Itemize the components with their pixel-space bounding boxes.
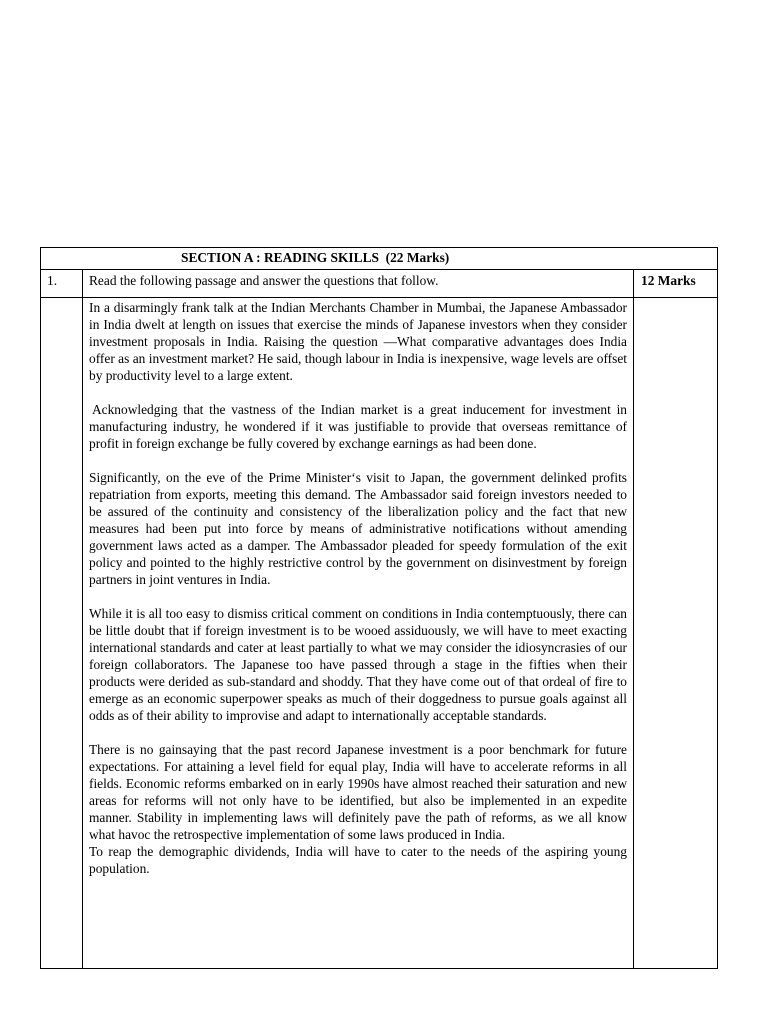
question-marks: 12 Marks [634,270,718,298]
section-title-cell [41,248,718,270]
passage-paragraph-3: Significantly, on the eve of the Prime Minister‘s visit to Japan, the government delinked profits repatriation from exports, meeting this demand. The Ambassador said foreign investors needed to be assured of the continuity and consistency of the liberalization policy and the fact that new measures had been put into force by means of administrative notifications without amending government laws acted as a damper. The Ambassador pleaded for speedy formulation of the exit policy and pointed to the highly restrictive control by the government on disinvestment by foreign partners in joint ventures in India. [89,470,627,587]
passage-paragraph-6: To reap the demographic dividends, India will have to cater to the needs of the aspiring young population. [89,844,627,876]
question-row [41,270,718,298]
question-number: 1. [41,270,83,298]
passage-paragraph-1: In a disarmingly frank talk at the Indian Merchants Chamber in Mumbai, the Japanese Ambassador in India dwelt at length on issues that exercise the minds of Japanese investors when they consider investment proposals in India. Raising the question —What comparative advantages does India offer as an investment market? He said, though labour in India is inexpensive, wage levels are offset by productivity level to a large extent. [89,300,627,383]
passage-row [41,298,718,969]
question-table [40,247,718,969]
passage-paragraph-2: Acknowledging that the vastness of the Indian market is a great inducement for investment in manufacturing industry, he wondered if it was justifiable to provide that overseas remittance of profit in foreign exchange be fully covered by exchange earnings as had been done. [89,402,627,451]
section-title: SECTION A : READING SKILLS [181,250,379,265]
passage-paragraph-4: While it is all too easy to dismiss critical comment on conditions in India contemptuously, there can be little doubt that if foreign investment is to be wooed assiduously, we will have to meet exacting international standards and cater at least partially to what we may consider the idiosyncrasies of our foreign collaborators. The Japanese too have passed through a stage in the fifties when their products were derided as sub-standard and shoddy. That they have come out of that ordeal of fire to emerge as an economic superpower speaks as much of their doggedness to pursue goals against all odds as of their ability to improvise and adapt to internationally acceptable standards. [89,606,627,723]
passage-cell [83,298,634,969]
passage-number-cell [41,298,83,969]
passage-marks-cell [634,298,718,969]
question-instruction: Read the following passage and answer the questions that follow. [83,270,634,298]
passage-paragraph-5: There is no gainsaying that the past record Japanese investment is a poor benchmark for future expectations. For attaining a level field for equal play, India will have to accelerate reforms in all fields. Economic reforms embarked on in early 1990s have almost reached their saturation and new areas for reforms will not only have to be identified, but also be implemented in an expedite manner. Stability in implementing laws will definitely pave the path of reforms, as we all know what havoc the retrospective implementation of some laws produced in India. [89,742,627,842]
section-header-row [41,248,718,270]
section-marks-note: (22 Marks) [385,250,450,265]
